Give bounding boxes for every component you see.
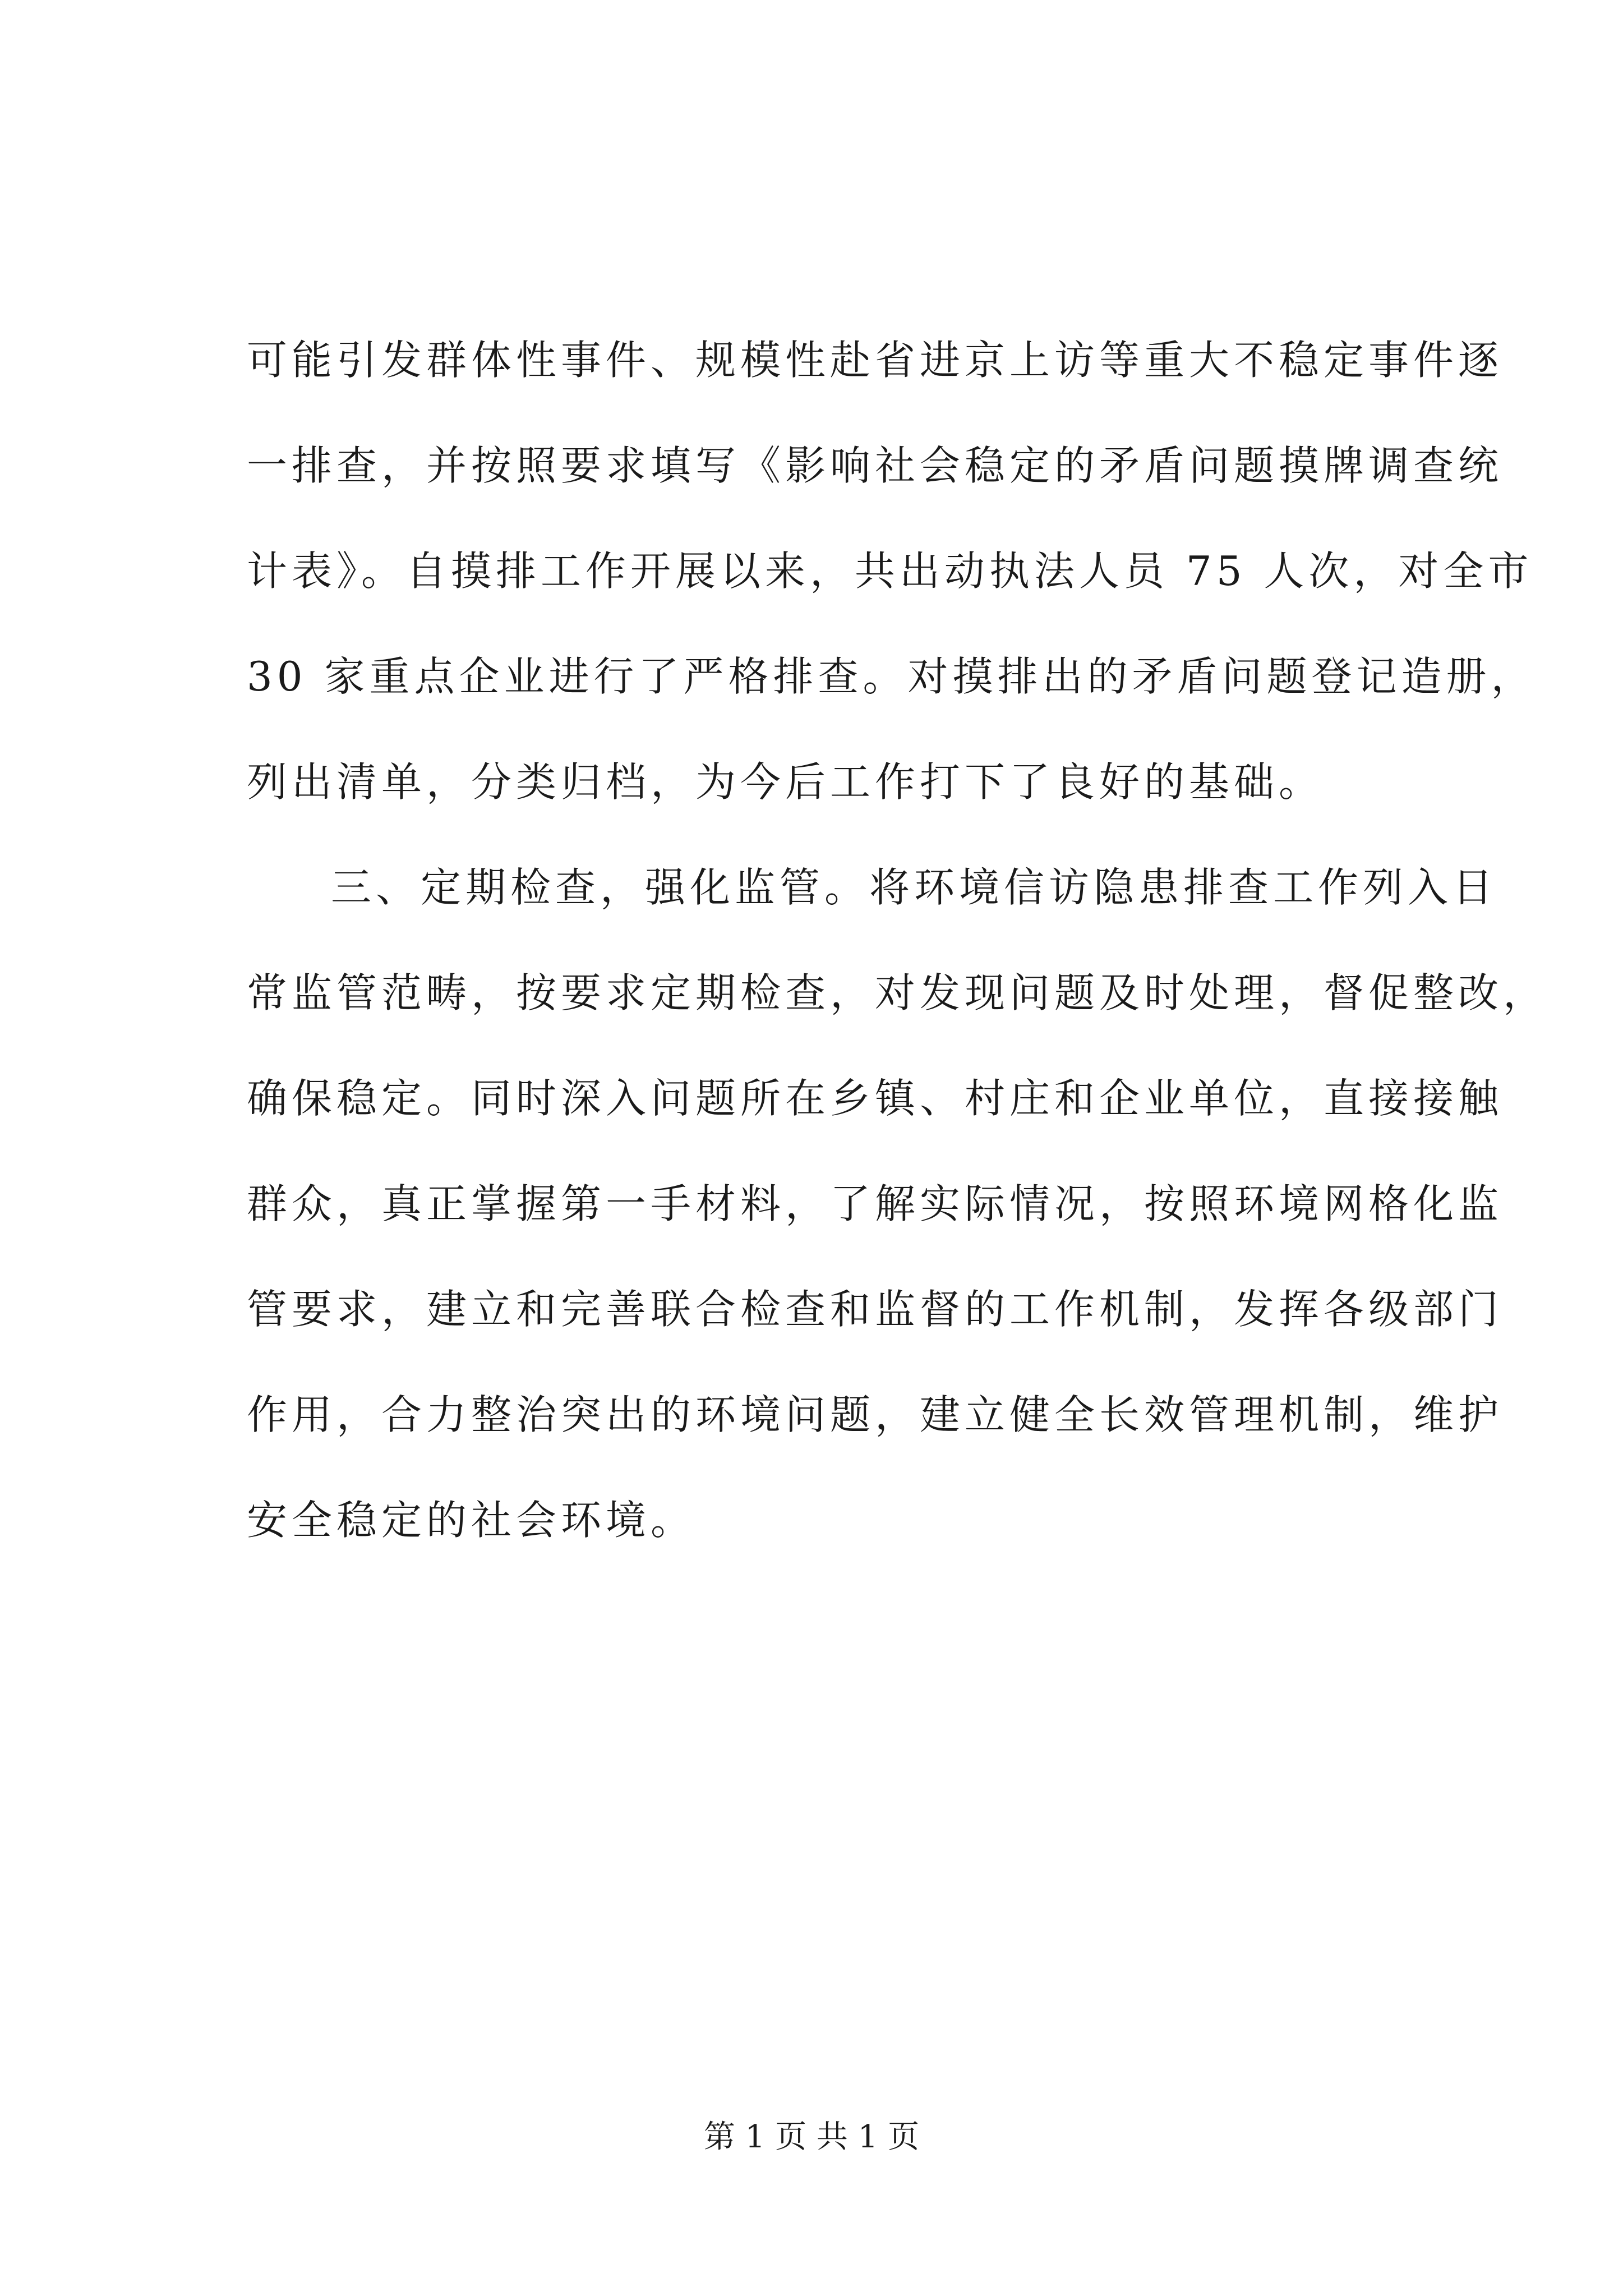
document-body: [247, 307, 1548, 1573]
paragraph-line: 列出清单，分类归档，为今后工作打下了良好的基础。: [247, 758, 1324, 806]
paragraph-line: 作用，合力整治突出的环境问题，建立健全长效管理机制，维护: [247, 1391, 1504, 1438]
paragraph-line: 安全稳定的社会环境。: [247, 1497, 696, 1544]
paragraph-line: 一排查，并按照要求填写《影响社会稳定的矛盾问题摸牌调查统: [247, 442, 1504, 489]
paragraph-line: 计表》。自摸排工作开展以来，共出动执法人员 75 人次，对全市: [247, 547, 1533, 595]
page-footer: 第 1 页 共 1 页: [703, 2119, 920, 2155]
paragraph-line: 30 家重点企业进行了严格排查。对摸排出的矛盾问题登记造册，: [247, 653, 1536, 700]
paragraph-line: 确保稳定。同时深入问题所在乡镇、村庄和企业单位，直接接触: [247, 1075, 1504, 1122]
paragraph-line: 群众，真正掌握第一手材料，了解实际情况，按照环境网格化监: [247, 1180, 1504, 1227]
section-heading-line: 三、定期检查，强化监管。将环境信访隐患排查工作列入日: [331, 864, 1498, 911]
paragraph-line: 可能引发群体性事件、规模性赴省进京上访等重大不稳定事件逐: [247, 337, 1504, 384]
paragraph-line: 常监管范畴，按要求定期检查，对发现问题及时处理，督促整改，: [247, 969, 1548, 1016]
paragraph-line: 管要求，建立和完善联合检查和监督的工作机制，发挥各级部门: [247, 1286, 1504, 1333]
